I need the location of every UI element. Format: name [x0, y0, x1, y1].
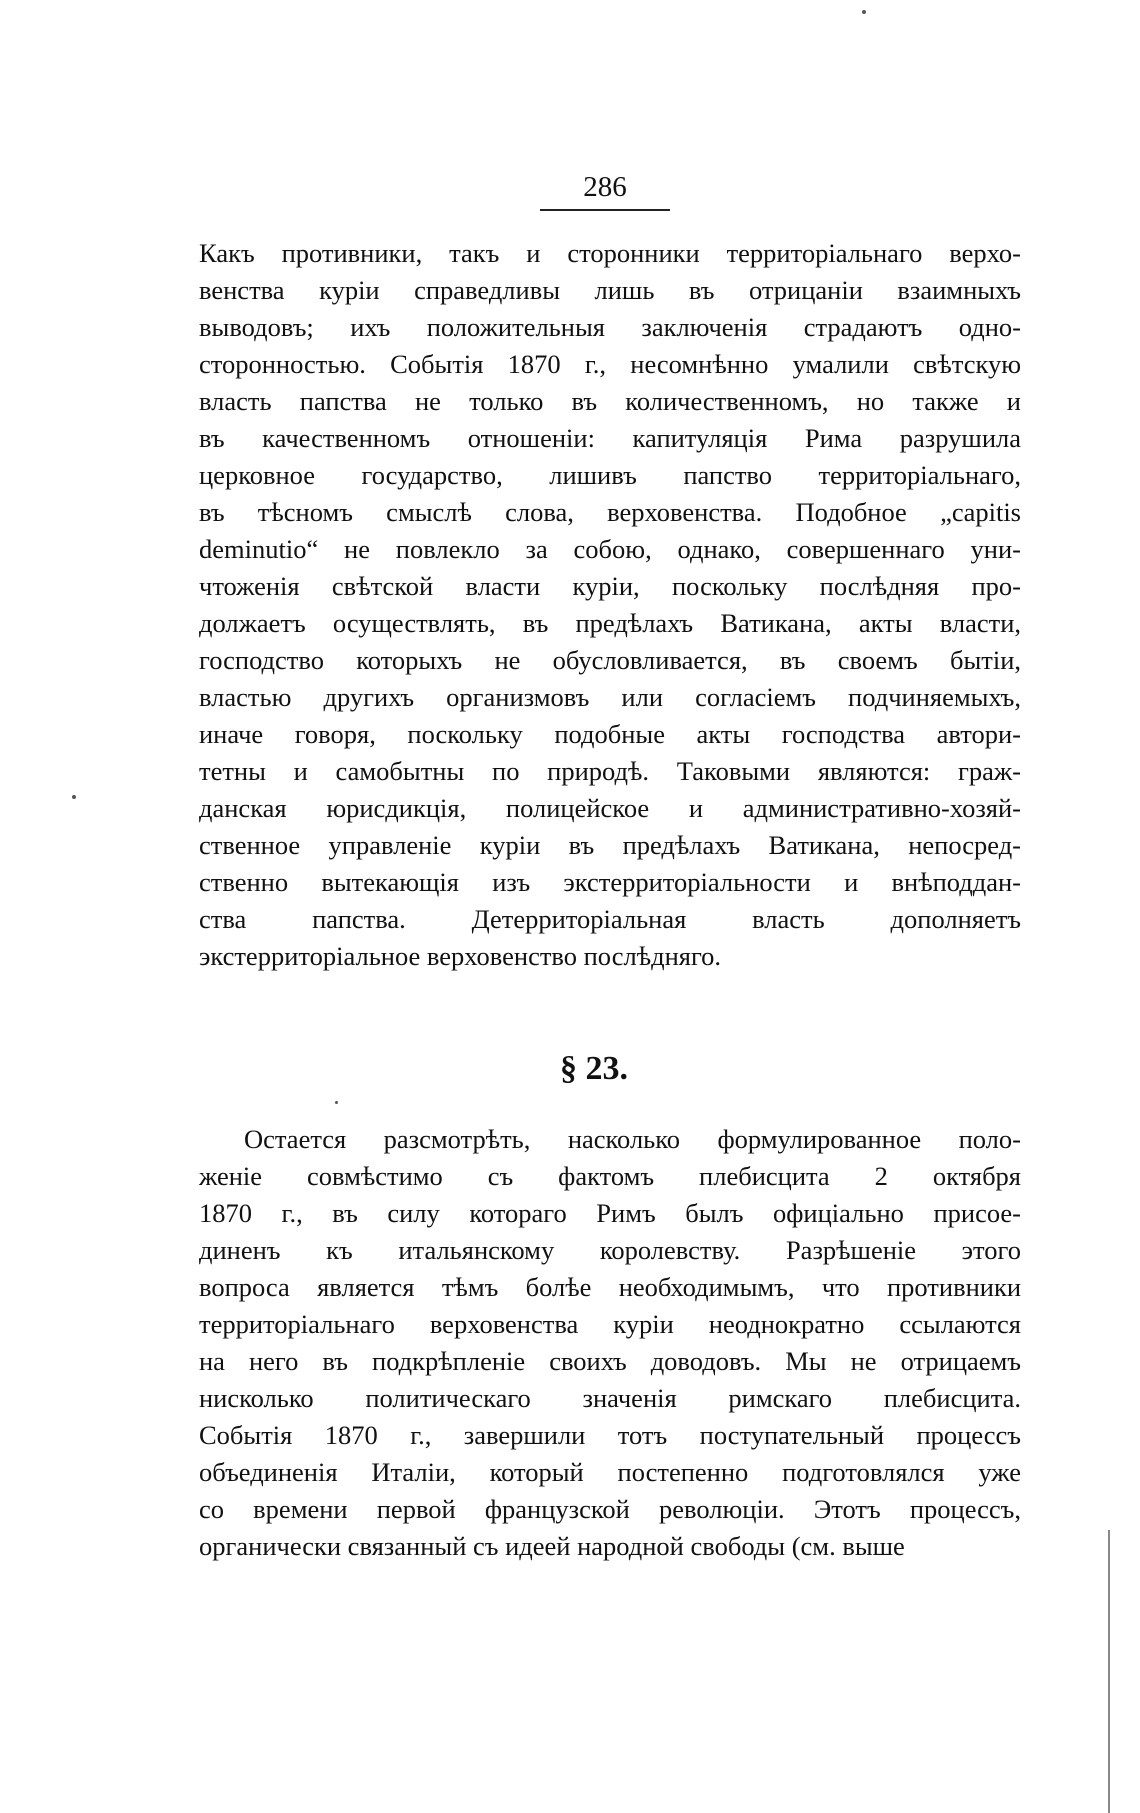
text-line: ственное управленіе куріи въ предѣлахъ Ватикана, непосред-	[199, 830, 1021, 860]
text-line: иначе говоря, поскольку подобные акты господства автори-	[199, 719, 1021, 749]
text-line: диненъ къ итальянскому королевству. Разрѣшеніе этого	[199, 1235, 1021, 1265]
text-line: Остается разсмотрѣть, насколько формулированное поло-	[244, 1124, 1021, 1154]
scan-speck	[335, 1101, 338, 1104]
text-line: органически связанный съ идеей народной свободы (см. выше	[199, 1531, 905, 1561]
section-heading: § 23.	[560, 1050, 628, 1087]
text-line: сторонностью. Событія 1870 г., несомнѣнно умалили свѣтскую	[199, 349, 1021, 379]
text-line: данская юрисдикція, полицейское и административно-хозяй-	[199, 793, 1021, 823]
text-line: ства папства. Детерриторіальная власть дополняетъ	[199, 904, 1021, 934]
text-line: господство которыхъ не обусловливается, въ своемъ бытіи,	[199, 645, 1021, 675]
text-line: со времени первой французской революціи. Этотъ процессъ,	[199, 1494, 1021, 1524]
text-line: власть папства не только въ количественномъ, но также и	[199, 386, 1021, 416]
text-line: экстерриторіальное верховенство послѣдняго.	[199, 941, 722, 971]
text-line: нисколько политическаго значенія римскаго плебисцита.	[199, 1383, 1021, 1413]
text-line: выводовъ; ихъ положительныя заключенія страдаютъ одно-	[199, 312, 1021, 342]
margin-rule	[1108, 1530, 1110, 1813]
scan-speck	[862, 10, 866, 14]
text-line: 1870 г., въ силу котораго Римъ былъ офиціально присое-	[199, 1198, 1021, 1228]
text-line: чтоженія свѣтской власти куріи, поскольку послѣдняя про-	[199, 571, 1021, 601]
text-line: церковное государство, лишивъ папство территоріальнаго,	[199, 460, 1021, 490]
text-line: въ тѣсномъ смыслѣ слова, верховенства. Подобное „capitis	[199, 497, 1021, 527]
text-line: на него въ подкрѣпленіе своихъ доводовъ. Мы не отрицаемъ	[199, 1346, 1021, 1376]
text-line: deminutio“ не повлекло за собою, однако, совершеннаго уни-	[199, 534, 1021, 564]
text-line: Событія 1870 г., завершили тотъ поступательный процессъ	[199, 1420, 1021, 1450]
text-line: ственно вытекающія изъ экстерриторіальности и внѣподдан-	[199, 867, 1021, 897]
text-line: объединенія Италіи, который постепенно подготовлялся уже	[199, 1457, 1021, 1487]
text-line: тетны и самобытны по природѣ. Таковыми являются: граж-	[199, 756, 1021, 786]
text-line: женіе совмѣстимо съ фактомъ плебисцита 2 октября	[199, 1161, 1021, 1191]
text-line: должаетъ осуществлять, въ предѣлахъ Ватикана, акты власти,	[199, 608, 1021, 638]
text-line: вопроса является тѣмъ болѣе необходимымъ, что противники	[199, 1272, 1021, 1302]
text-line: въ качественномъ отношеніи: капитуляція Рима разрушила	[199, 423, 1021, 453]
page-number-rule	[540, 209, 670, 211]
text-line: властью другихъ организмовъ или согласіемъ подчиняемыхъ,	[199, 682, 1021, 712]
text-line: венства куріи справедливы лишь въ отрицаніи взаимныхъ	[199, 275, 1021, 305]
page-number: 286	[583, 171, 627, 203]
text-line: территоріальнаго верховенства куріи неоднократно ссылаются	[199, 1309, 1021, 1339]
text-line: Какъ противники, такъ и сторонники территоріальнаго верхо-	[199, 238, 1021, 268]
scan-speck	[72, 795, 76, 799]
